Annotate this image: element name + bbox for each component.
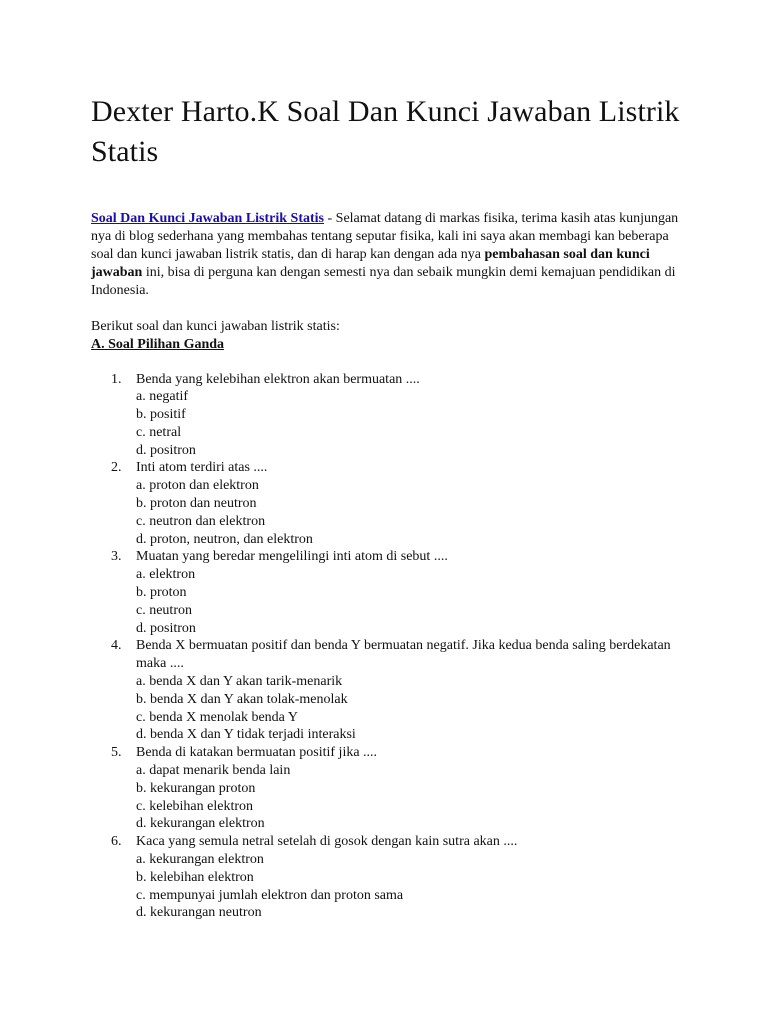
- answer-option: a. negatif: [136, 389, 189, 405]
- question-list: [91, 371, 688, 923]
- answer-option: a. elektron: [136, 567, 196, 583]
- question-text: Muatan yang beredar mengelilingi inti atom di sebut ....: [136, 549, 448, 565]
- intro-paragraph: [91, 210, 688, 300]
- answer-option: a. dapat menarik benda lain: [136, 763, 291, 779]
- answer-option: b. benda X dan Y akan tolak-menolak: [136, 691, 348, 707]
- answer-option: d. benda X dan Y tidak terjadi interaksi: [136, 727, 356, 743]
- question-item: [91, 744, 688, 833]
- answer-option: d. positron: [136, 442, 196, 458]
- question-number: 1.: [111, 371, 122, 387]
- intro-text-part-1: - Selamat datang di markas fisika, terima kasih atas kunjungan nya di blog sederhana yang membahas tentang seputar fisika, kali ini saya akan membagi kan beberapa soal dan kunci jawaban listrik statis, dan di harap kan dengan ada nya: [91, 211, 679, 262]
- answer-option: a. proton dan elektron: [136, 478, 259, 494]
- question-item: [91, 371, 688, 460]
- answer-option: b. kekurangan proton: [136, 780, 256, 796]
- question-text: Kaca yang semula netral setelah di gosok dengan kain sutra akan ....: [136, 834, 518, 850]
- question-text: Inti atom terdiri atas ....: [136, 460, 268, 476]
- question-item: [91, 637, 688, 744]
- answer-option: c. netral: [136, 424, 182, 440]
- answer-option: a. kekurangan elektron: [136, 852, 264, 868]
- answer-option: b. proton: [136, 585, 187, 601]
- answer-option: d. kekurangan neutron: [136, 905, 262, 921]
- question-item: [91, 548, 688, 637]
- question-number: 6.: [111, 834, 122, 850]
- answer-option: a. benda X dan Y akan tarik-menarik: [136, 674, 343, 690]
- answer-option: c. kelebihan elektron: [136, 798, 254, 814]
- question-number: 4.: [111, 638, 122, 654]
- page-title: Dexter Harto.K Soal Dan Kunci Jawaban Listrik Statis: [91, 95, 680, 168]
- lead-text: Berikut soal dan kunci jawaban listrik statis:: [91, 319, 340, 334]
- intro-text-part-2: ini, bisa di perguna kan dengan semesti nya dan sebaik mungkin demi kemajuan pendidikan di Indonesia.: [91, 265, 676, 298]
- question-number: 5.: [111, 745, 122, 761]
- question-number: 2.: [111, 460, 122, 476]
- answer-option: c. mempunyai jumlah elektron dan proton sama: [136, 887, 404, 903]
- question-text: Benda di katakan bermuatan positif jika ....: [136, 745, 378, 761]
- section-heading: A. Soal Pilihan Ganda: [91, 336, 225, 352]
- question-item: [91, 459, 688, 548]
- answer-option: d. positron: [136, 620, 196, 636]
- intro-link[interactable]: Soal Dan Kunci Jawaban Listrik Statis: [91, 211, 324, 226]
- answer-option: b. positif: [136, 407, 186, 423]
- question-text: Benda X bermuatan positif dan benda Y bermuatan negatif. Jika kedua benda saling berdekatan maka ....: [136, 638, 671, 672]
- question-text: Benda yang kelebihan elektron akan bermuatan ....: [136, 371, 420, 387]
- answer-option: c. neutron: [136, 602, 192, 618]
- answer-option: d. proton, neutron, dan elektron: [136, 531, 313, 547]
- question-number: 3.: [111, 549, 122, 565]
- intro-bold-text: pembahasan soal dan kunci jawaban: [91, 247, 650, 280]
- question-item: [91, 833, 688, 922]
- answer-option: d. kekurangan elektron: [136, 816, 265, 832]
- answer-option: c. benda X menolak benda Y: [136, 709, 298, 725]
- answer-option: b. kelebihan elektron: [136, 869, 254, 885]
- answer-option: b. proton dan neutron: [136, 496, 257, 512]
- answer-option: c. neutron dan elektron: [136, 513, 266, 529]
